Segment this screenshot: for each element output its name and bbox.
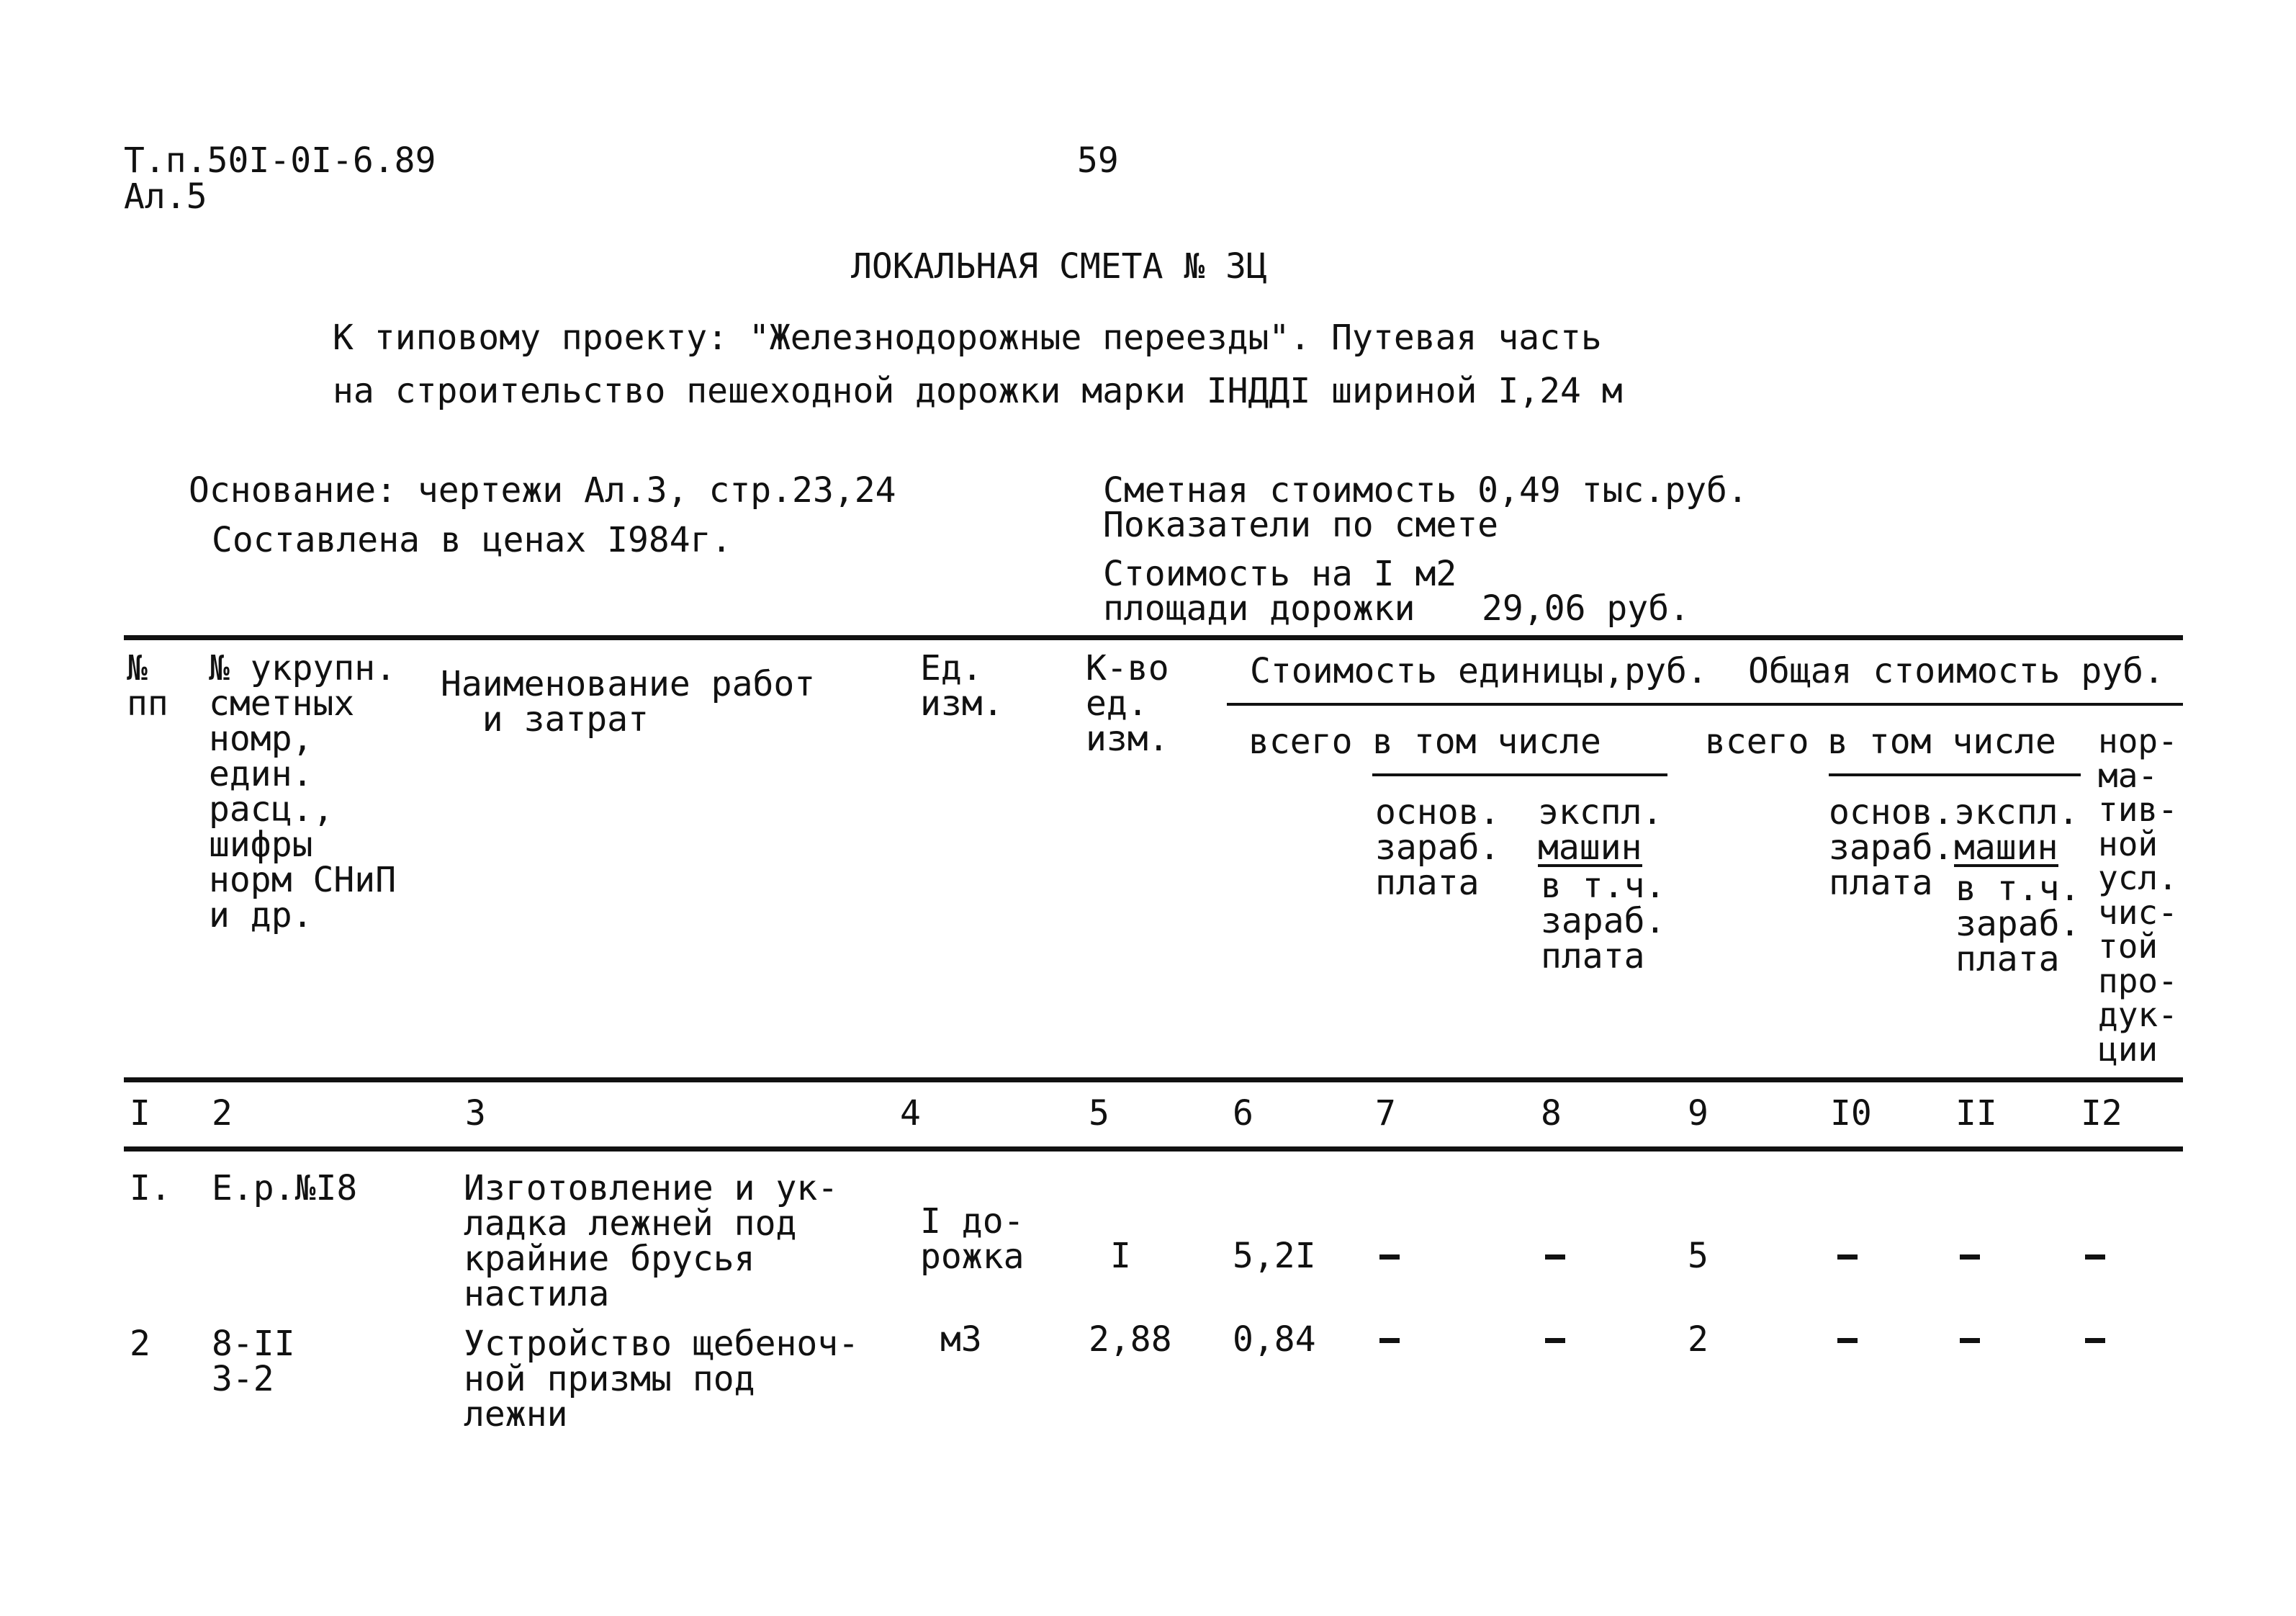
subtitle-line-2: на строительство пешеходной дорожки марки IНДДI шириной I,24 м — [333, 371, 1623, 411]
total-wage-dash — [1837, 1254, 1858, 1260]
column-number-1: I — [130, 1093, 150, 1134]
header-total-total: всего — [1705, 722, 1809, 762]
page-number: 59 — [1077, 140, 1119, 181]
total-machines-dash — [1960, 1338, 1980, 1343]
unit-machines-dash — [1545, 1338, 1565, 1343]
header-total-wage: основ. зараб. плата — [1829, 792, 1954, 903]
unit: I до- рожка — [920, 1201, 1025, 1277]
norm-dash — [2085, 1254, 2105, 1260]
header-unit: Ед. изм. — [920, 648, 1004, 724]
header-unit-total: всего — [1248, 722, 1353, 762]
unit-total: 5,2I — [1233, 1236, 1316, 1276]
column-number-12: I2 — [2081, 1093, 2122, 1134]
column-number-8: 8 — [1541, 1093, 1562, 1134]
column-number-11: II — [1955, 1093, 1997, 1134]
prices-text: Составлена в ценах I984г. — [212, 520, 732, 560]
unit: м3 — [940, 1319, 982, 1360]
norm-dash — [2085, 1338, 2105, 1343]
column-number-5: 5 — [1089, 1093, 1109, 1134]
row-number: 2 — [130, 1324, 150, 1364]
column-number-10: I0 — [1830, 1093, 1872, 1134]
header-unit-wage: основ. зараб. плата — [1375, 792, 1500, 903]
work-name: Изготовление и ук- ладка лежней под крайние брусья настила — [464, 1168, 839, 1314]
unit-wage-dash — [1379, 1254, 1400, 1260]
header-unit-machine-wage: в т.ч. зараб. плата — [1541, 866, 1666, 977]
header-unit-mashin: машин — [1538, 827, 1642, 868]
row-number: I. — [130, 1168, 171, 1208]
header-unit-cost: Стоимость единицы,руб. — [1250, 651, 1708, 691]
header-quantity: К-во ед. изм. — [1086, 648, 1169, 759]
total-breakdown-rule — [1829, 773, 2081, 776]
header-unit-ekspl: экспл. — [1538, 792, 1663, 832]
column-number-6: 6 — [1233, 1093, 1253, 1134]
header-row-number: № пп — [127, 648, 168, 724]
header-norm-net-product: нор- ма- тив- ной усл. чис- той про- дук- ции — [2098, 722, 2178, 1069]
header-total-cost: Общая стоимость руб. — [1748, 651, 2164, 691]
cost-group-rule — [1227, 703, 2183, 706]
header-total-mashin: машин — [1954, 827, 2058, 868]
quantity: I — [1110, 1236, 1131, 1276]
header-total-including: в том числе — [1827, 722, 2056, 762]
work-name: Устройство щебеноч- ной призмы под лежни — [464, 1324, 860, 1435]
document-reference: Т.п.50I-0I-6.89 — [124, 140, 436, 181]
header-unit-including: в том числе — [1372, 722, 1601, 762]
quantity: 2,88 — [1089, 1319, 1172, 1360]
header-norm-code: № укрупн. сметных номр, един. расц., шифры норм СНиП и др. — [209, 648, 397, 935]
header-total-ekspl: экспл. — [1954, 792, 2079, 832]
cost-per-unit-line-1: Стоимость на I м2 — [1103, 554, 1457, 594]
unit-breakdown-rule — [1372, 773, 1667, 776]
album-reference: Ал.5 — [124, 176, 207, 217]
total-wage-dash — [1837, 1338, 1858, 1343]
total: 5 — [1688, 1236, 1709, 1276]
cost-per-unit-line-2: площади дорожки — [1103, 588, 1415, 629]
basis-text: Основание: чертежи Ал.3, стр.23,24 — [189, 470, 896, 511]
subtitle-line-1: К типовому проекту: "Железнодорожные переезды". Путевая часть — [333, 318, 1602, 358]
column-number-9: 9 — [1688, 1093, 1709, 1134]
unit-total: 0,84 — [1233, 1319, 1316, 1360]
norm-code: Е.р.№I8 — [212, 1168, 358, 1208]
total: 2 — [1688, 1319, 1709, 1360]
indicators-title: Показатели по смете — [1103, 505, 1499, 545]
header-unit-machines — [1538, 792, 1663, 868]
column-number-3: 3 — [465, 1093, 486, 1134]
norm-code: 8-II 3-2 — [212, 1324, 295, 1399]
column-number-2: 2 — [212, 1093, 233, 1134]
header-bottom-rule — [124, 1077, 2183, 1082]
cost-per-unit-value: 29,06 руб. — [1482, 588, 1690, 629]
header-total-machine-wage: в т.ч. зараб. плата — [1955, 868, 2081, 979]
estimated-cost: Сметная стоимость 0,49 тыс.руб. — [1103, 470, 1748, 511]
header-work-name: Наименование работ и затрат — [441, 664, 816, 740]
estimate-title: ЛОКАЛЬНАЯ СМЕТА № 3Ц — [851, 246, 1267, 287]
table-top-rule — [124, 635, 2183, 640]
column-number-rule — [124, 1146, 2183, 1152]
unit-wage-dash — [1379, 1338, 1400, 1343]
unit-machines-dash — [1545, 1254, 1565, 1260]
column-number-4: 4 — [900, 1093, 921, 1134]
column-number-7: 7 — [1375, 1093, 1396, 1134]
header-total-machines — [1954, 792, 2079, 868]
total-machines-dash — [1960, 1254, 1980, 1260]
